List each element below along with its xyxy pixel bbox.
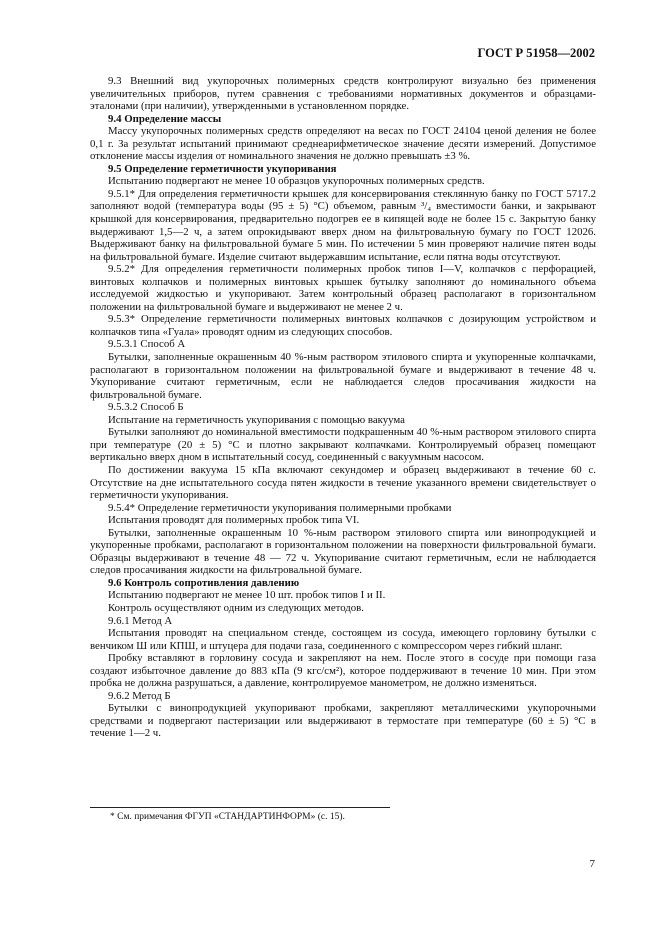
paragraph-9-6-1-a: Испытания проводят на специальном стенде, состоящем из сосуда, имеющего горловину бутылки с венчиком Ш или КПШ, и штуцера для подачи газа, соединенного с компрессором через гибкий шланг. (90, 627, 596, 652)
subheading-9-5-3-2: 9.5.3.2 Способ Б (108, 401, 184, 414)
paragraph-9-5-3-2-c: По достижении вакуума 15 кПа включают секундомер и образец выдерживают в течение 60 с. Отсутствие на дне испытательного сосуда пятен жидкости в течение указанного времени свидетельствует о герметичности укупоривания. (90, 463, 596, 502)
paragraph-9-6-1-b: Пробку вставляют в горловину сосуда и закрепляют на нем. После этого в сосуде при помощи газа создают избыточное давление до 883 кПа (9 кгс/см²), которое поддерживают в течение 10 мин. При этом пробка не должна разрушаться, а давление, контролируемое манометром, не должно изменяться. (90, 652, 596, 690)
paragraph-9-5-3-1: Бутылки, заполненные окрашенным 40 %-ным раствором этилового спирта и укупоренные колпачками, располагают в горизонтальном положении на фильтровальной бумаге и выдерживают в течение 48 ч. Укупоривание считают герметичным, если не наблюдается следов просачивания жидкости на фильтровальной бумаге. (90, 351, 596, 401)
paragraph-9-6-2: Бутылки с винопродукцией укупоривают пробками, закрепляют металлическими укупорочными средствами и подвергают пастеризации или выдерживают в термостате при температуре (60 ± 5) °С в течение 1—2 ч. (90, 702, 596, 740)
paragraph-9-5-4-b: Бутылки, заполненные окрашенным 10 %-ным раствором этилового спирта или винопродукцией и укупоренные пробками, располагают в горизонтальном положении на поверхности фильтровальной бумаги. Образцы выдерживают в течение 48 — 72 ч. Укупоривание считают герметичным, если не наблюдается следов просачивания жидкости на фильтровальной бумаге. (90, 526, 596, 577)
standard-header: ГОСТ Р 51958—2002 (477, 46, 595, 60)
subheading-9-6-2: 9.6.2 Метод Б (108, 689, 171, 702)
paragraph-9-5-3-2-b: Бутылки заполняют до номинальной вместимости подкрашенным 40 %-ным раствором этилового спирта при температуре (20 ± 5) °С и плотно закрывают колпачками. Контролируемый образец помещают вертикально вверх дном в испытательный сосуд, соединенный с вакуумным насосом. (90, 426, 596, 464)
document-body (90, 75, 596, 740)
subheading-9-5-3-1: 9.5.3.1 Способ А (108, 338, 186, 351)
paragraph-9-5-4-a: Испытания проводят для полимерных пробок типа VI. (108, 514, 360, 527)
paragraph-9-4: Массу укупорочных полимерных средств определяют на весах по ГОСТ 24104 ценой деления не более 0,1 г. За результат испытаний принимают среднеарифметическое значение десяти измерений. Допустимое отклонение массы изделия от номинального значения не должно превышать ±3 %. (90, 125, 596, 163)
footnote: * См. примечания ФГУП «СТАНДАРТИНФОРМ» (с. 15). (110, 812, 345, 822)
paragraph-9-6-b: Контроль осуществляют одним из следующих методов. (108, 601, 364, 614)
paragraph-9-6-a: Испытанию подвергают не менее 10 шт. пробок типов I и II. (108, 589, 386, 602)
paragraph-9-5-2: 9.5.2* Для определения герметичности полимерных пробок типов I—V, колпачков с перфорацией, винтовых колпачков и полимерных винтовых крышек бутылку заполняют до номинального объема исследуемой жидкостью и укупоривают. Затем контрольный образец располагают в горизонтальном положении на фильтровальной бумаге и выдерживают не менее 2 ч. (90, 263, 596, 313)
heading-9-6: 9.6 Контроль сопротивления давлению (108, 576, 300, 589)
heading-9-4: 9.4 Определение массы (108, 112, 222, 125)
page-number: 7 (589, 858, 595, 870)
paragraph-9-5-3-2-a: Испытание на герметичность укупоривания с помощью вакуума (108, 413, 405, 426)
heading-9-5: 9.5 Определение герметичности укупоривания (108, 162, 337, 175)
paragraph-9-5-4: 9.5.4* Определение герметичности укупоривания полимерными пробками (108, 501, 452, 514)
subheading-9-6-1: 9.6.1 Метод А (108, 614, 173, 627)
footnote-divider (90, 807, 390, 808)
paragraph-9-5-3: 9.5.3* Определение герметичности полимерных винтовых колпачков с дозирующим устройством и колпачков типа «Гуала» проводят одним из следующих способов. (90, 313, 596, 338)
paragraph-9-5-1: 9.5.1* Для определения герметичности крышек для консервирования стеклянную банку по ГОСТ 5717.2 заполняют водой (температура воды (95 ± 5) °С) объемом, равным ³/₄ вместимости банки, и закрывают крышкой для консервирования, предварительно подогрев ее в кипящей воде не более 15 с. Закрытую банку выдерживают 1,5—2 ч, а затем опрокидывают вверх дном на фильтровальную бумагу по ГОСТ 12026. Выдерживают банку на фильтровальной бумаге 5 мин. По истечении 5 мин проверяют наличие пятен воды на фильтровальной бумаге. Изделие считают выдержавшим испытание, если пятна воды отсутствуют. (90, 187, 596, 263)
paragraph-9-3: 9.3 Внешний вид укупорочных полимерных средств контролируют визуально без применения увеличительных приборов, путем сравнения с требованиями нормативных документов и образцами-эталонами (при наличии), утвержденными в установленном порядке. (90, 75, 596, 113)
paragraph-9-5: Испытанию подвергают не менее 10 образцов укупорочных полимерных средств. (108, 175, 485, 188)
